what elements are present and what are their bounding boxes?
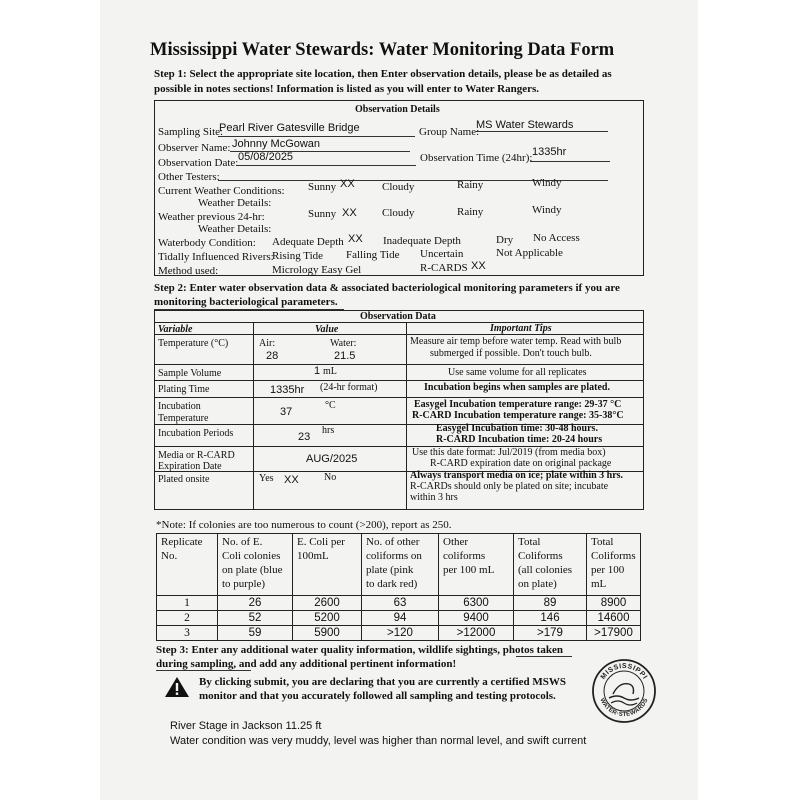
- observation-date-value[interactable]: 05/08/2025: [238, 151, 294, 163]
- water-label: Water:: [330, 338, 357, 349]
- tidal-rivers-label: Tidally Influenced Rivers:: [158, 251, 274, 263]
- media-expiration-label-1: Media or R-CARD: [158, 450, 235, 461]
- air-label: Air:: [259, 338, 276, 349]
- temperature-label: Temperature (°C): [158, 338, 229, 349]
- current-rainy[interactable]: Rainy: [457, 179, 484, 191]
- media-expiration-value[interactable]: AUG/2025: [306, 453, 358, 465]
- cell-value[interactable]: 89: [514, 596, 587, 611]
- current-windy[interactable]: Windy: [532, 177, 562, 189]
- sample-volume-label: Sample Volume: [158, 368, 222, 379]
- cell-replicate: 2: [157, 611, 218, 626]
- observation-time-value[interactable]: 1335hr: [532, 146, 567, 158]
- previous-rainy[interactable]: Rainy: [457, 206, 484, 218]
- cell-value[interactable]: >12000: [439, 626, 514, 641]
- incubation-period-tip-1: Easygel Incubation time: 30-48 hours.: [436, 423, 598, 434]
- sample-volume-tip: Use same volume for all replicates: [448, 367, 587, 378]
- uncertain-option[interactable]: Uncertain: [420, 248, 464, 260]
- micrology-option[interactable]: Micrology Easy Gel: [272, 264, 362, 276]
- sampling-site-label: Sampling Site:: [158, 126, 224, 138]
- incubation-period-label: Incubation Periods: [158, 428, 234, 439]
- mississippi-water-stewards-seal-icon: [591, 658, 657, 724]
- header-other-coliforms: No. of other coliforms on plate (pink to dark red): [362, 534, 439, 596]
- incubation-temp-label-2: Temperature: [158, 413, 209, 424]
- form-title: Mississippi Water Stewards: Water Monitoring Data Form: [150, 40, 615, 60]
- svg-text:MISSISSIPPI: MISSISSIPPI: [599, 662, 649, 681]
- inadequate-depth-option[interactable]: Inadequate Depth: [383, 235, 461, 247]
- cell-value[interactable]: 14600: [587, 611, 641, 626]
- sample-volume-unit: mL: [323, 366, 337, 377]
- plated-onsite-no[interactable]: No: [324, 472, 337, 483]
- current-weather-details-label: Weather Details:: [198, 197, 272, 209]
- cell-value[interactable]: 146: [514, 611, 587, 626]
- observer-name-value[interactable]: Johnny McGowan: [232, 138, 321, 150]
- header-total-coliforms: Total Coliforms (all colonies on plate): [514, 534, 587, 596]
- rcards-option[interactable]: R-CARDS: [420, 262, 468, 274]
- table-row: [157, 596, 641, 611]
- group-name-label: Group Name:: [419, 126, 480, 138]
- incubation-temp-unit: °C: [325, 400, 336, 411]
- column-value: Value: [315, 324, 339, 335]
- adequate-depth-mark: XX: [348, 233, 363, 245]
- cell-value[interactable]: 2600: [293, 596, 362, 611]
- observer-name-label: Observer Name:: [158, 142, 231, 154]
- incubation-temp-tip-1: Easygel Incubation temperature range: 29-37 °C: [414, 399, 622, 410]
- declaration-line1: By clicking submit, you are declaring that you are currently a certified MSWS: [199, 676, 566, 688]
- column-tips: Important Tips: [490, 323, 552, 334]
- cell-value[interactable]: 8900: [587, 596, 641, 611]
- cell-value[interactable]: 94: [362, 611, 439, 626]
- plating-time-format: (24-hr format): [320, 382, 378, 393]
- step3-line2: during sampling, and add any additional pertinent information!: [156, 658, 457, 670]
- previous-cloudy[interactable]: Cloudy: [382, 207, 415, 219]
- cell-value[interactable]: 59: [218, 626, 293, 641]
- cell-value[interactable]: 63: [362, 596, 439, 611]
- ecoli-results-table: [156, 533, 641, 641]
- step1-line1: Step 1: Select the appropriate site location, then Enter observation details, please be as detailed as: [154, 68, 612, 80]
- svg-text:WATER·STEWARDS: WATER·STEWARDS: [598, 697, 650, 719]
- cell-value[interactable]: 52: [218, 611, 293, 626]
- sampling-site-value[interactable]: Pearl River Gatesville Bridge: [219, 122, 360, 134]
- table-row: [157, 626, 641, 641]
- observation-time-label: Observation Time (24hr):: [420, 152, 533, 164]
- media-expiration-tip-2: R-CARD expiration date on original package: [430, 458, 612, 469]
- colony-note: *Note: If colonies are too numerous to count (>200), report as 250.: [156, 519, 452, 531]
- adequate-depth-option[interactable]: Adequate Depth: [272, 236, 344, 248]
- current-sunny[interactable]: Sunny: [308, 181, 337, 193]
- media-expiration-label-2: Expiration Date: [158, 461, 222, 472]
- cell-replicate: 1: [157, 596, 218, 611]
- plated-onsite-tip-3: within 3 hrs: [410, 492, 458, 503]
- weather-previous-label: Weather previous 24-hr:: [158, 211, 265, 223]
- step2-line1: Step 2: Enter water observation data & associated bacteriological monitoring parameters if you are: [154, 282, 620, 294]
- cell-value[interactable]: 26: [218, 596, 293, 611]
- incubation-temp-tip-2: R-CARD Incubation temperature range: 35-38°C: [412, 410, 624, 421]
- table-row: [157, 611, 641, 626]
- temperature-tip-2: submerged if possible. Don't touch bulb.: [430, 348, 592, 359]
- plating-time-tip: Incubation begins when samples are plated.: [424, 382, 610, 393]
- incubation-period-unit: hrs: [322, 425, 335, 436]
- plated-onsite-tip-2: R-CARDs should only be plated on site; incubate: [410, 481, 609, 492]
- incubation-period-value[interactable]: 23: [298, 431, 311, 443]
- cell-value[interactable]: >120: [362, 626, 439, 641]
- header-other-per-100ml: Other coliforms per 100 mL: [439, 534, 514, 596]
- cell-value[interactable]: 5900: [293, 626, 362, 641]
- observation-details-header: Observation Details: [355, 104, 440, 115]
- previous-windy[interactable]: Windy: [532, 204, 562, 216]
- temperature-tip-1: Measure air temp before water temp. Read with bulb: [410, 336, 622, 347]
- observation-date-label: Observation Date:: [158, 157, 239, 169]
- cell-replicate: 3: [157, 626, 218, 641]
- current-cloudy[interactable]: Cloudy: [382, 181, 415, 193]
- air-temp-value[interactable]: 28: [266, 350, 279, 362]
- observation-data-header: Observation Data: [360, 311, 436, 322]
- group-name-value[interactable]: MS Water Stewards: [476, 119, 574, 131]
- water-temp-value[interactable]: 21.5: [334, 350, 356, 362]
- plated-onsite-mark: XX: [284, 474, 299, 486]
- declaration-line2: monitor and that you accurately followed all sampling and testing protocols.: [199, 690, 556, 702]
- media-expiration-tip-1: Use this date format: Jul/2019 (from media box): [412, 447, 606, 458]
- previous-sunny[interactable]: Sunny: [308, 208, 337, 220]
- step3-line1: Step 3: Enter any additional water quality information, wildlife sightings, photos taken: [156, 644, 563, 656]
- notes-water-condition[interactable]: Water condition was very muddy, level was higher than normal level, and swift current: [170, 735, 587, 747]
- plated-onsite-yes[interactable]: Yes: [259, 473, 274, 484]
- incubation-temp-value[interactable]: 37: [280, 406, 293, 418]
- table-header-row: [157, 534, 641, 596]
- sample-volume-value[interactable]: 1: [314, 365, 321, 377]
- falling-tide-option[interactable]: Falling Tide: [346, 249, 400, 261]
- current-sunny-mark: XX: [340, 178, 355, 190]
- previous-sunny-mark: XX: [342, 207, 357, 219]
- header-total-per-100ml: Total Coliforms per 100 mL: [587, 534, 641, 596]
- not-applicable-option[interactable]: Not Applicable: [496, 247, 563, 259]
- cell-value[interactable]: 9400: [439, 611, 514, 626]
- other-testers-label: Other Testers:: [158, 171, 220, 183]
- step2-line2: monitoring bacteriological parameters.: [154, 296, 338, 308]
- header-ecoli-per-100ml: E. Coli per 100mL: [293, 534, 362, 596]
- method-used-label: Method used:: [158, 265, 219, 277]
- rising-tide-option[interactable]: Rising Tide: [272, 250, 324, 262]
- header-ecoli-colonies: No. of E. Coli colonies on plate (blue to purple): [218, 534, 293, 596]
- column-variable: Variable: [158, 324, 193, 335]
- dry-option[interactable]: Dry: [496, 234, 514, 246]
- header-replicate: Replicate No.: [157, 534, 218, 596]
- waterbody-condition-label: Waterbody Condition:: [158, 237, 256, 249]
- cell-value[interactable]: >179: [514, 626, 587, 641]
- cell-value[interactable]: >17900: [587, 626, 641, 641]
- previous-weather-details-label: Weather Details:: [198, 223, 272, 235]
- incubation-temp-label-1: Incubation: [158, 401, 201, 412]
- plating-time-value[interactable]: 1335hr: [270, 384, 305, 396]
- plated-onsite-tip-1: Always transport media on ice; plate within 3 hrs.: [410, 470, 624, 481]
- rcards-mark: XX: [471, 260, 486, 272]
- cell-value[interactable]: 5200: [293, 611, 362, 626]
- current-weather-label: Current Weather Conditions:: [158, 185, 285, 197]
- notes-river-stage[interactable]: River Stage in Jackson 11.25 ft: [170, 720, 322, 732]
- no-access-option[interactable]: No Access: [533, 232, 580, 244]
- step1-line2: possible in notes sections! Information is listed as you will enter to Water Rangers.: [154, 83, 540, 95]
- incubation-period-tip-2: R-CARD Incubation time: 20-24 hours: [436, 434, 603, 445]
- plating-time-label: Plating Time: [158, 384, 210, 395]
- plated-onsite-label: Plated onsite: [158, 474, 210, 485]
- warning-icon: [164, 676, 190, 698]
- cell-value[interactable]: 6300: [439, 596, 514, 611]
